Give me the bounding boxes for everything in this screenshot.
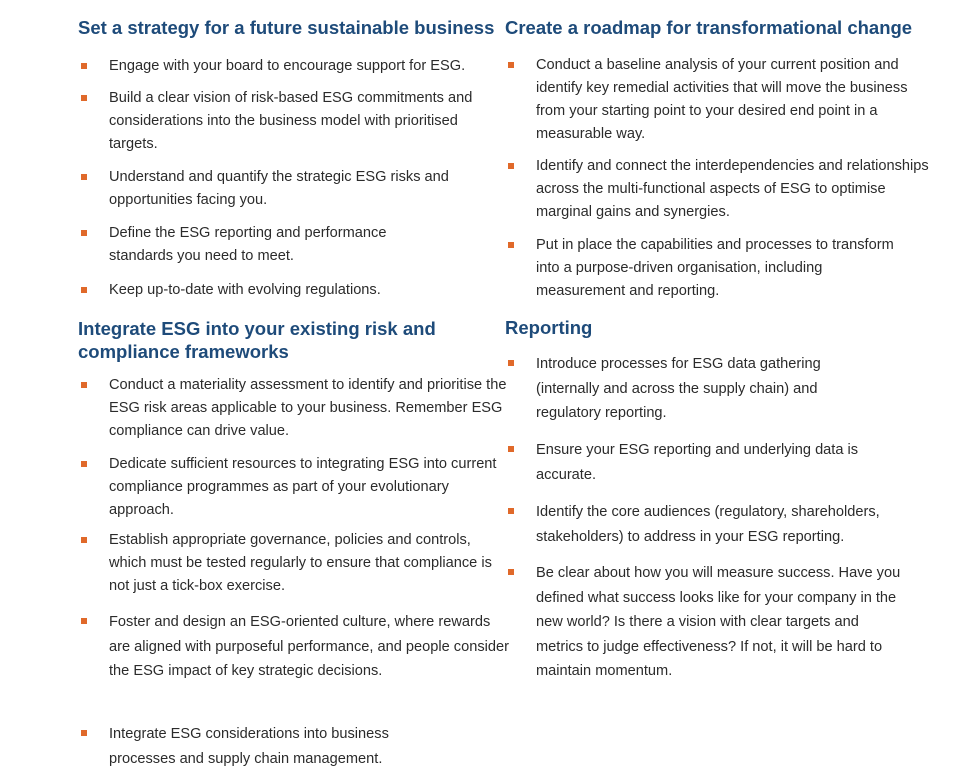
list-item: Integrate ESG considerations into business processes and supply chain management. — [78, 722, 449, 771]
bullet-icon — [81, 287, 87, 293]
bullet-icon — [508, 242, 514, 248]
section-heading-roadmap: Create a roadmap for transformational change — [505, 17, 913, 38]
list-item: Ensure your ESG reporting and underlying data is accurate. — [505, 438, 881, 487]
bullet-icon — [81, 174, 87, 180]
list-item: Identify and connect the interdependencies and relationships across the multi-functional aspects of ESG to optimise marginal gains and synergies. — [505, 155, 936, 224]
bullet-icon — [81, 230, 87, 236]
section-heading-strategy: Set a strategy for a future sustainable business — [78, 17, 495, 38]
list-item: Introduce processes for ESG data gathering (internally and across the supply chain) and regulatory reporting. — [505, 352, 881, 426]
section-heading-integrate: Integrate ESG into your existing risk and compliance frameworks — [78, 318, 436, 362]
list-item: Keep up-to-date with evolving regulations. — [78, 279, 481, 302]
list-item: Establish appropriate governance, policies and controls, which must be tested regularly to ensure that compliance is not just a tick-box exercise. — [78, 529, 509, 598]
list-item: Conduct a materiality assessment to identify and prioritise the ESG risk areas applicable to your business. Remember ESG compliance can drive value. — [78, 374, 509, 443]
bullet-icon — [508, 508, 514, 514]
list-item: Be clear about how you will measure success. Have you defined what success looks like for your company in the new world? Is there a vision with clear targets and metrics to judge effectiveness? If not, it will be hard to maintain momentum. — [505, 561, 906, 684]
bullet-icon — [508, 446, 514, 452]
bullet-icon — [508, 569, 514, 575]
list-item: Conduct a baseline analysis of your current position and identify key remedial activities that will move the business from your starting point to your desired end point in a measurable way. — [505, 54, 936, 146]
bullet-icon — [508, 163, 514, 169]
bullet-icon — [81, 382, 87, 388]
list-item: Identify the core audiences (regulatory, shareholders, stakeholders) to address in your ESG reporting. — [505, 500, 941, 549]
bullet-icon — [81, 461, 87, 467]
bullet-icon — [81, 63, 87, 69]
section-heading-reporting: Reporting — [505, 317, 593, 338]
bullet-icon — [508, 62, 514, 68]
list-item: Foster and design an ESG-oriented culture, where rewards are aligned with purposeful performance, and people consider the ESG impact of key strategic decisions. — [78, 610, 509, 684]
list-item: Dedicate sufficient resources to integrating ESG into current compliance programmes as part of your evolutionary approach. — [78, 453, 509, 522]
list-item: Build a clear vision of risk-based ESG commitments and considerations into the business model with prioritised targets. — [78, 87, 481, 156]
list-item: Put in place the capabilities and processes to transform into a purpose-driven organisation, including measurement and reporting. — [505, 234, 896, 303]
list-item: Define the ESG reporting and performance standards you need to meet. — [78, 222, 454, 268]
bullet-icon — [81, 730, 87, 736]
bullet-icon — [508, 360, 514, 366]
bullet-icon — [81, 95, 87, 101]
list-item: Understand and quantify the strategic ESG risks and opportunities facing you. — [78, 166, 481, 212]
bullet-icon — [81, 537, 87, 543]
bullet-icon — [81, 618, 87, 624]
list-item: Engage with your board to encourage support for ESG. — [78, 55, 509, 78]
